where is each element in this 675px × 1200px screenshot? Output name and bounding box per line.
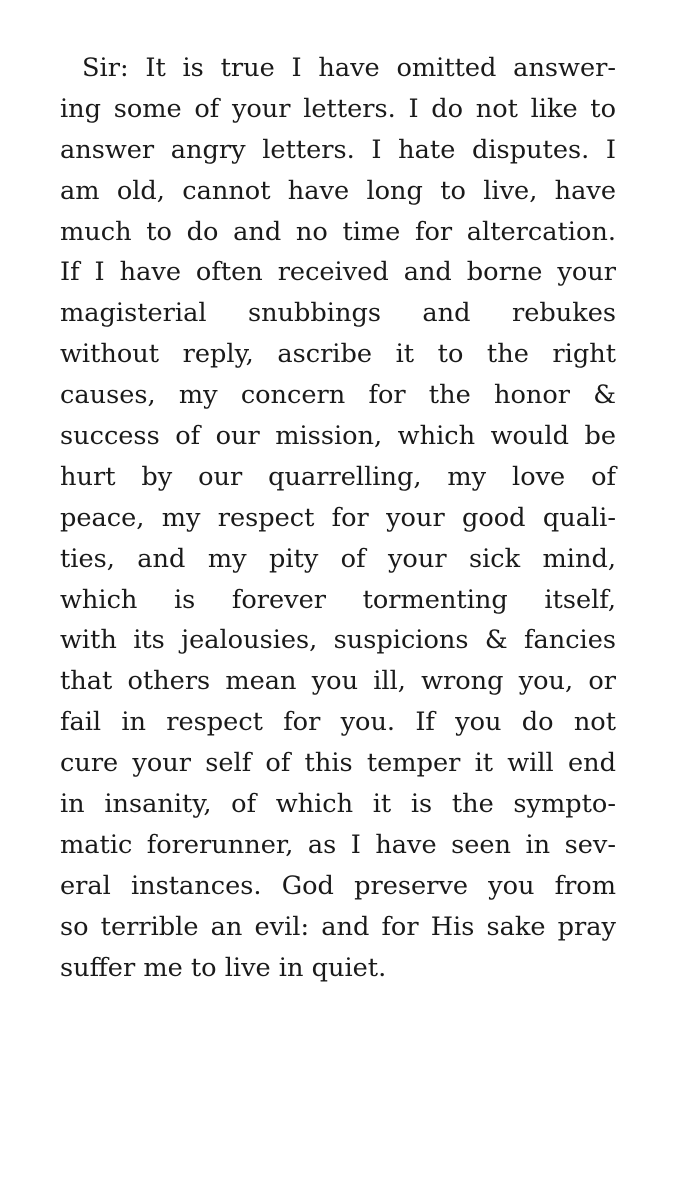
letter-line: magisterial snubbings and rebukes: [60, 298, 616, 329]
letter-line: success of our mission, which would be: [60, 421, 616, 452]
letter-line: fail in respect for you. If you do not: [60, 707, 616, 738]
letter-line: hurt by our quarrelling, my love of: [60, 461, 616, 492]
letter-line: so terrible an evil: and for His sake pray: [60, 911, 616, 942]
letter-line: cure your self of this temper it will end: [60, 748, 616, 779]
letter-line: answer angry letters. I hate disputes. I: [60, 134, 616, 165]
letter-line: matic forerunner, as I have seen in sev-: [60, 829, 616, 860]
letter-line: peace, my respect for your good quali-: [60, 502, 616, 533]
letter-line: ing some of your letters. I do not like to: [60, 93, 616, 124]
letter-line: with its jealousies, suspicions & fancies: [60, 625, 616, 656]
letter-line: which is forever tormenting itself,: [60, 584, 616, 615]
letter-line: suffer me to live in quiet.: [60, 952, 387, 983]
letter-line: much to do and no time for altercation.: [60, 216, 616, 247]
letter-line: If I have often received and borne your: [60, 257, 616, 288]
letter-line: ties, and my pity of your sick mind,: [60, 543, 616, 574]
letter-line: causes, my concern for the honor &: [60, 380, 616, 411]
letter-line: that others mean you ill, wrong you, or: [60, 666, 616, 697]
letter-line: without reply, ascribe it to the right: [60, 339, 616, 370]
letter-line: eral instances. God preserve you from: [60, 870, 616, 901]
letter-line: Sir: It is true I have omitted answer-: [82, 53, 616, 83]
letter-line: in insanity, of which it is the sympto-: [60, 789, 616, 820]
letter-line: am old, cannot have long to live, have: [60, 175, 616, 206]
letter-paragraph: [60, 48, 616, 988]
